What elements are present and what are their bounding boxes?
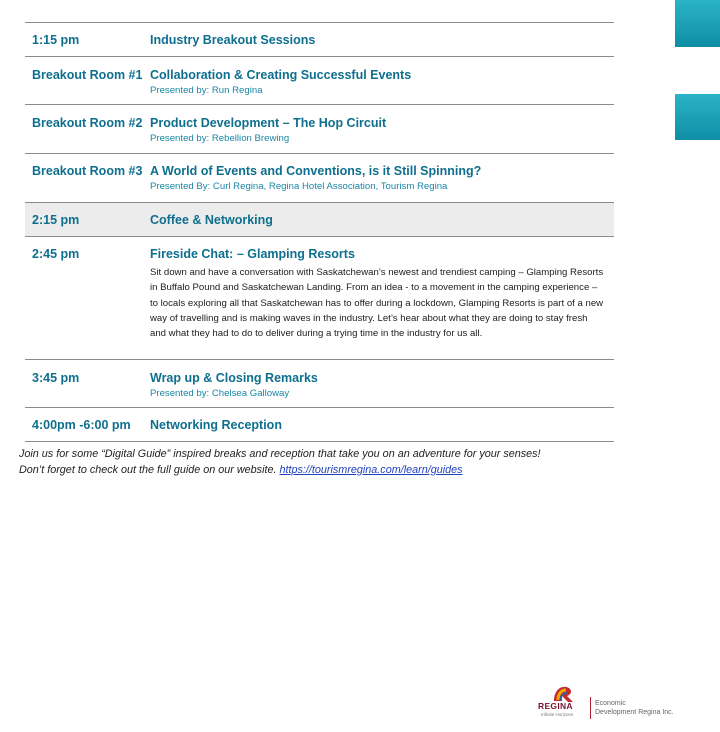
agenda-presenter: Presented by: Chelsea Galloway (150, 388, 290, 399)
agenda-row (25, 57, 614, 105)
agenda-title: Networking Reception (150, 418, 282, 432)
agenda-time: 4:00pm -6:00 pm (32, 418, 131, 432)
agenda-title: Fireside Chat: – Glamping Resorts (150, 247, 355, 261)
agenda-detail (150, 247, 614, 359)
agenda-presenter: Presented by: Run Regina (150, 85, 263, 96)
guide-note (19, 447, 619, 478)
agenda-title: Product Development – The Hop Circuit (150, 116, 387, 130)
decorative-accent-middle (675, 94, 720, 140)
agenda-row (25, 408, 614, 442)
agenda-detail (150, 116, 614, 153)
agenda-time: Breakout Room #3 (32, 164, 143, 178)
organization-name (595, 699, 690, 717)
agenda-detail (150, 213, 614, 236)
decorative-accent-top (675, 0, 720, 47)
agenda-detail (150, 371, 614, 407)
agenda-title: Collaboration & Creating Successful Events (150, 68, 412, 82)
agenda-title: Industry Breakout Sessions (150, 33, 316, 47)
agenda-detail (150, 418, 614, 441)
agenda-time: Breakout Room #2 (32, 116, 143, 130)
agenda-row (25, 203, 614, 237)
agenda-presenter: Presented by: Rebellion Brewing (150, 133, 290, 144)
regina-logo-icon (548, 683, 578, 703)
agenda-row (25, 237, 614, 360)
logo-tagline: Infinite Horizons (541, 712, 574, 717)
note-line-2-text: Don’t forget to check out the full guide on our website. (19, 463, 280, 476)
agenda-description: Sit down and have a conversation with Saskatchewan’s newest and trendiest camping – Glamping Resorts in Buffalo Pound and Saskatchewan Landing. From an idea - to a movement in the camping experience – to locals exploring all that Saskatchewan has to offer during a lockdown, Glamping Resorts is part of a new way of travelling and is making waves in the industry. Let’s hear about what they are doing to stay fresh and what they had to do to deliver during a trying time in the industry for us all. (150, 267, 604, 340)
note-line-1: Join us for some “Digital Guide” inspired breaks and reception that take you on an adventure for your senses! (19, 448, 541, 460)
logo-wordmark: REGINA (538, 701, 573, 711)
footer-logo (538, 683, 688, 723)
agenda-title: Coffee & Networking (150, 213, 273, 227)
agenda-title: A World of Events and Conventions, is it Still Spinning? (150, 164, 482, 178)
agenda-time: 3:45 pm (32, 371, 80, 385)
agenda-time: 2:15 pm (32, 213, 80, 227)
logo-divider (590, 697, 591, 719)
agenda-presenter: Presented By: Curl Regina, Regina Hotel Association, Tourism Regina (150, 181, 448, 192)
agenda-detail (150, 33, 614, 56)
agenda-row (25, 105, 614, 154)
agenda-detail (150, 164, 614, 202)
agenda-row (25, 360, 614, 408)
agenda-time: 1:15 pm (32, 33, 80, 47)
agenda-title: Wrap up & Closing Remarks (150, 371, 318, 385)
agenda-time: Breakout Room #1 (32, 68, 143, 82)
org-line-1: Economic (595, 700, 626, 707)
note-line-2 (19, 463, 619, 479)
org-line-2: Development Regina Inc. (595, 709, 674, 716)
agenda-row (25, 154, 614, 203)
agenda-detail (150, 68, 614, 104)
guides-link[interactable]: https://tourismregina.com/learn/guides (279, 463, 463, 476)
agenda-table (25, 22, 614, 442)
agenda-row (25, 23, 614, 57)
agenda-time: 2:45 pm (32, 247, 80, 261)
